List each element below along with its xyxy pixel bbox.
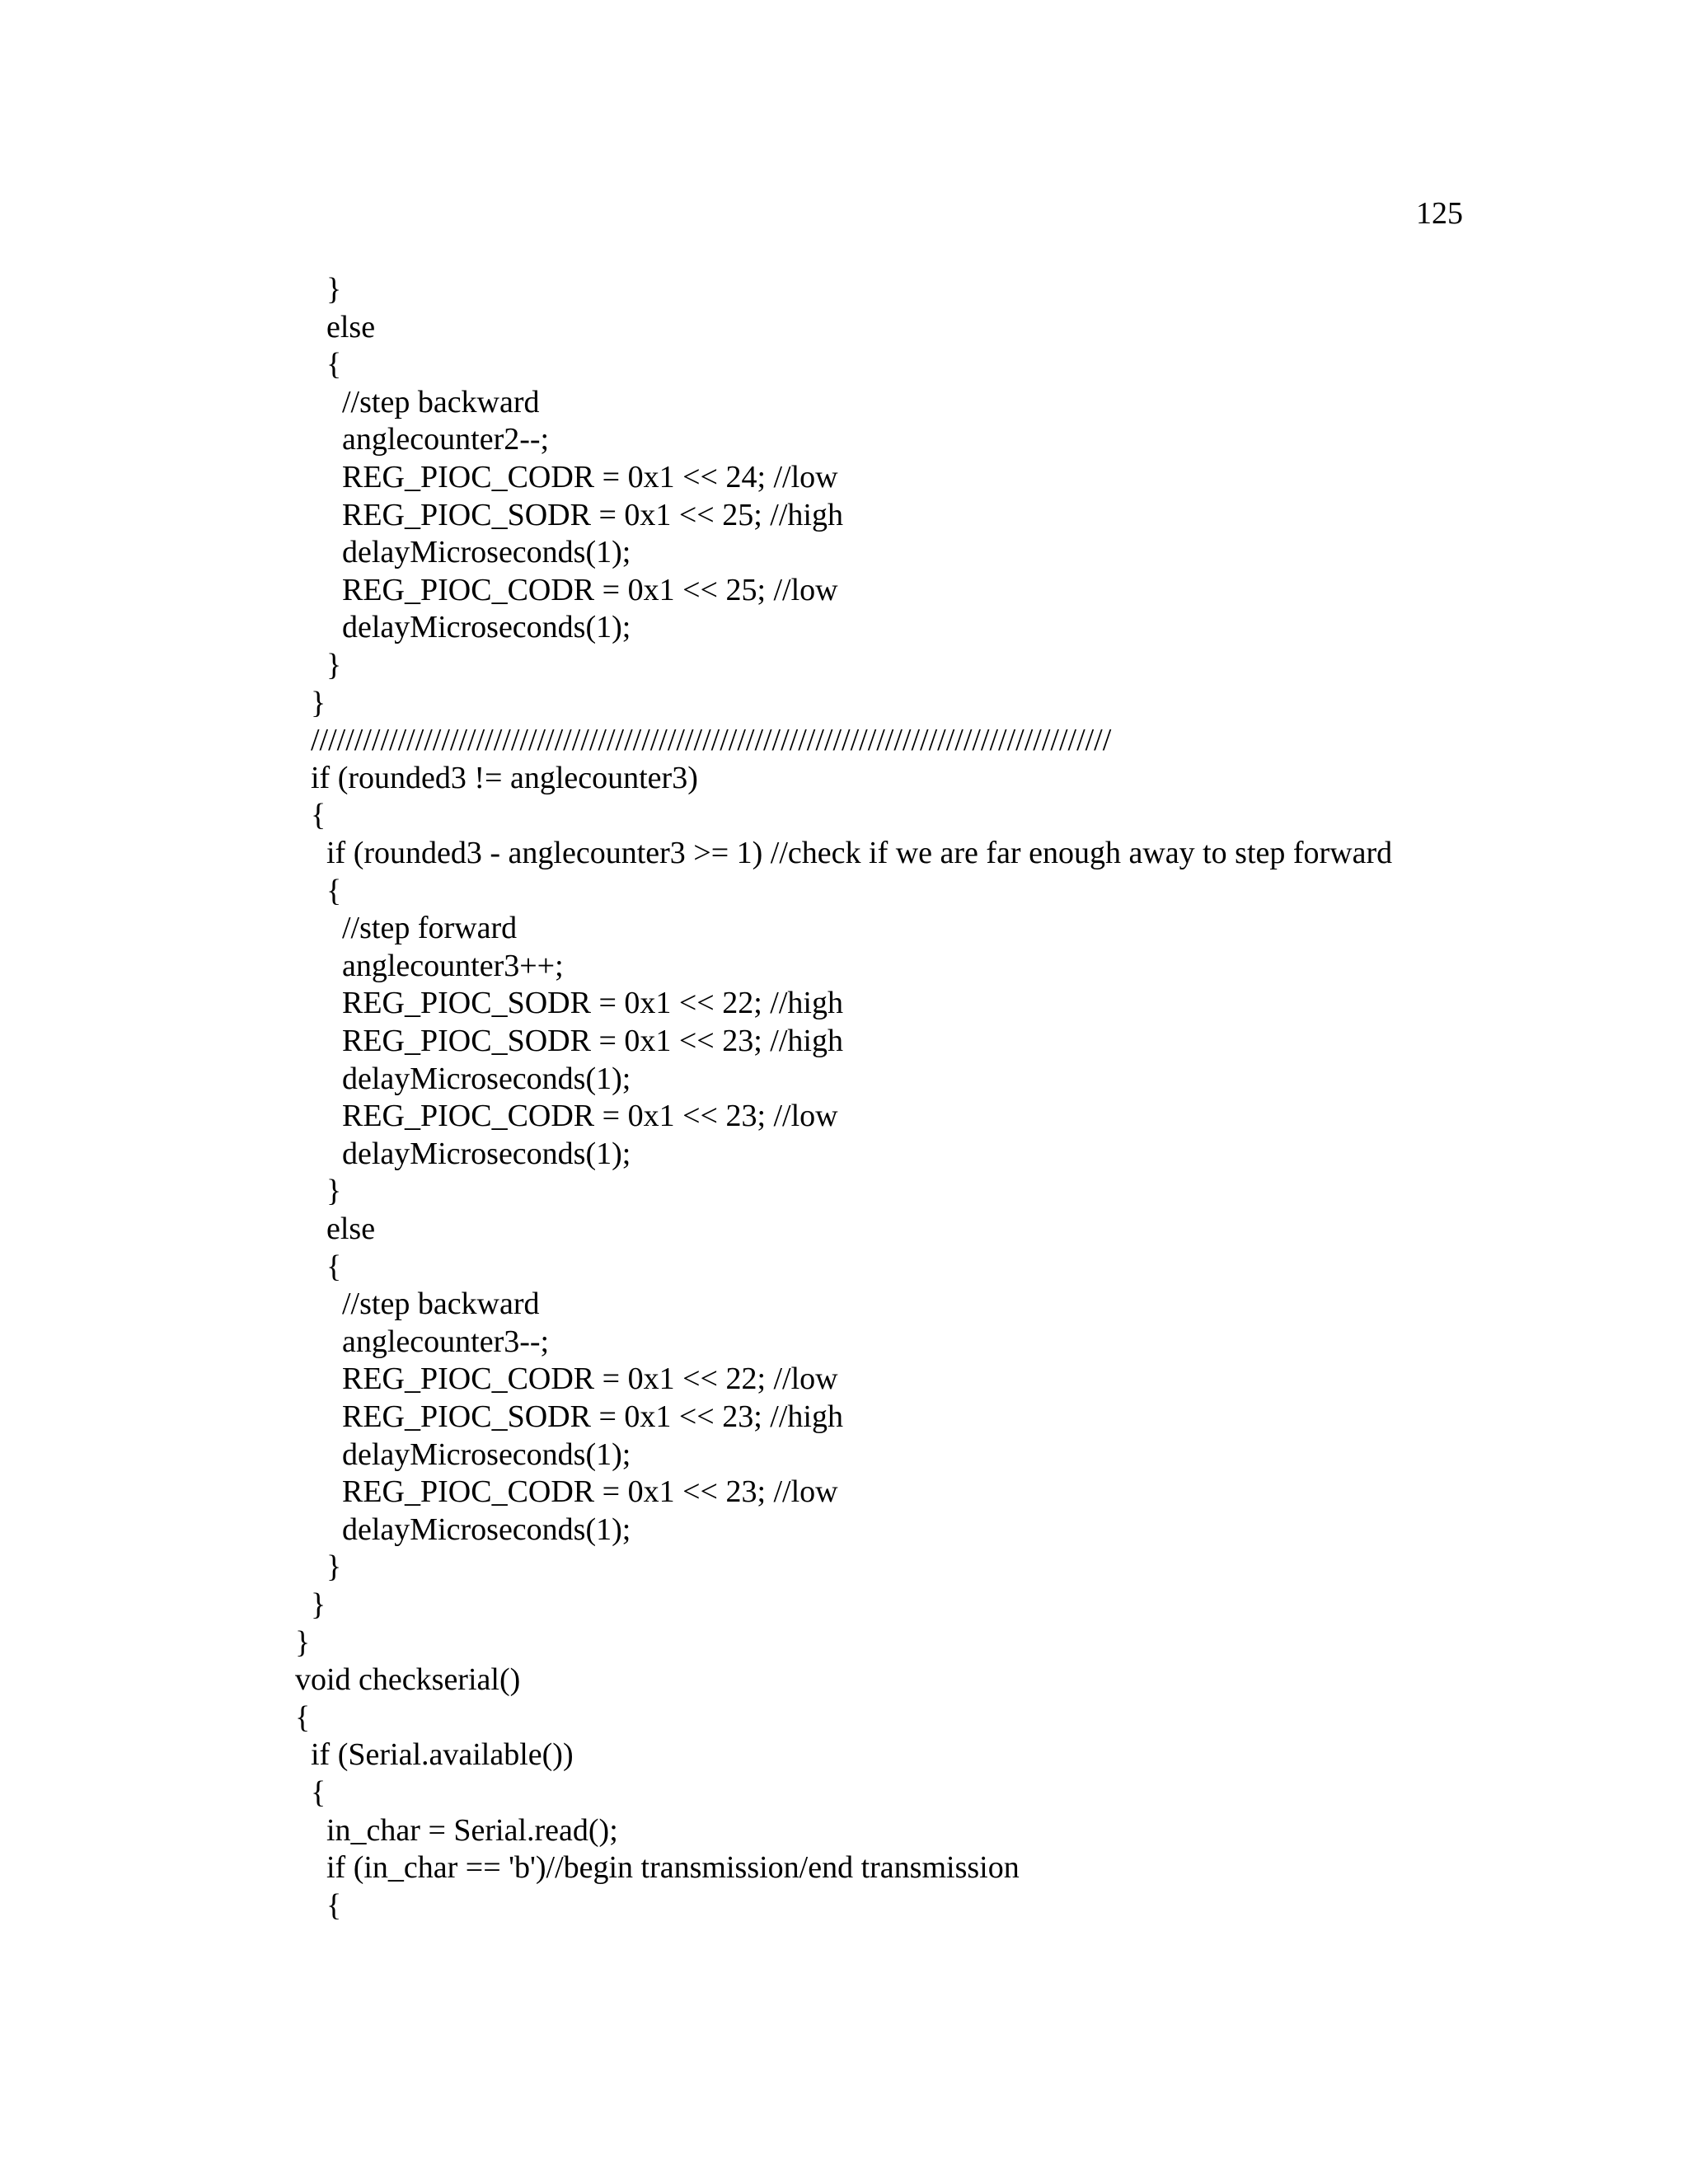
code-line: void checkserial() [295, 1662, 521, 1697]
code-line: delayMicroseconds(1); [342, 1512, 631, 1547]
code-line: REG_PIOC_CODR = 0x1 << 22; //low [342, 1361, 838, 1396]
code-line: REG_PIOC_CODR = 0x1 << 25; //low [342, 573, 838, 607]
code-line: } [311, 686, 326, 720]
code-line: anglecounter2--; [342, 422, 550, 457]
page-number: 125 [1416, 196, 1463, 231]
code-line: } [326, 272, 342, 307]
code-line: delayMicroseconds(1); [342, 1062, 631, 1096]
code-line: { [326, 347, 342, 382]
code-line: //step backward [342, 1286, 540, 1321]
code-line: delayMicroseconds(1); [342, 535, 631, 569]
code-line: { [295, 1700, 311, 1735]
code-line: { [326, 1249, 342, 1284]
code-line: { [326, 874, 342, 908]
code-line: { [311, 1775, 326, 1810]
code-line: } [326, 648, 342, 682]
code-line: if (in_char == 'b')//begin transmission/end transmission [326, 1850, 1020, 1885]
code-line: //////////////////////////////////////////////////////////////////////////////////////////// [311, 723, 1112, 757]
code-line: } [326, 1549, 342, 1584]
code-line: anglecounter3++; [342, 949, 564, 983]
code-line: if (rounded3 - anglecounter3 >= 1) //check if we are far enough away to step forward [326, 836, 1393, 870]
code-line: REG_PIOC_SODR = 0x1 << 23; //high [342, 1399, 843, 1434]
code-line: REG_PIOC_CODR = 0x1 << 23; //low [342, 1474, 838, 1509]
code-line: else [326, 310, 376, 344]
code-line: { [311, 798, 326, 832]
code-line: if (Serial.available()) [311, 1737, 574, 1772]
code-line: anglecounter3--; [342, 1324, 550, 1359]
code-line: //step backward [342, 385, 540, 419]
code-line: { [326, 1888, 342, 1923]
code-line: delayMicroseconds(1); [342, 1437, 631, 1472]
code-line: REG_PIOC_SODR = 0x1 << 25; //high [342, 498, 843, 532]
code-line: REG_PIOC_CODR = 0x1 << 23; //low [342, 1099, 838, 1133]
code-line: //step forward [342, 911, 518, 945]
code-line: } [295, 1625, 311, 1660]
code-line: delayMicroseconds(1); [342, 1137, 631, 1171]
code-line: } [326, 1174, 342, 1208]
code-line: REG_PIOC_CODR = 0x1 << 24; //low [342, 460, 838, 494]
code-line: in_char = Serial.read(); [326, 1813, 618, 1848]
code-line: if (rounded3 != anglecounter3) [311, 761, 698, 795]
code-line: delayMicroseconds(1); [342, 610, 631, 644]
code-line: } [311, 1587, 326, 1622]
code-line: REG_PIOC_SODR = 0x1 << 23; //high [342, 1024, 843, 1058]
code-line: REG_PIOC_SODR = 0x1 << 22; //high [342, 986, 843, 1020]
code-line: else [326, 1212, 376, 1246]
